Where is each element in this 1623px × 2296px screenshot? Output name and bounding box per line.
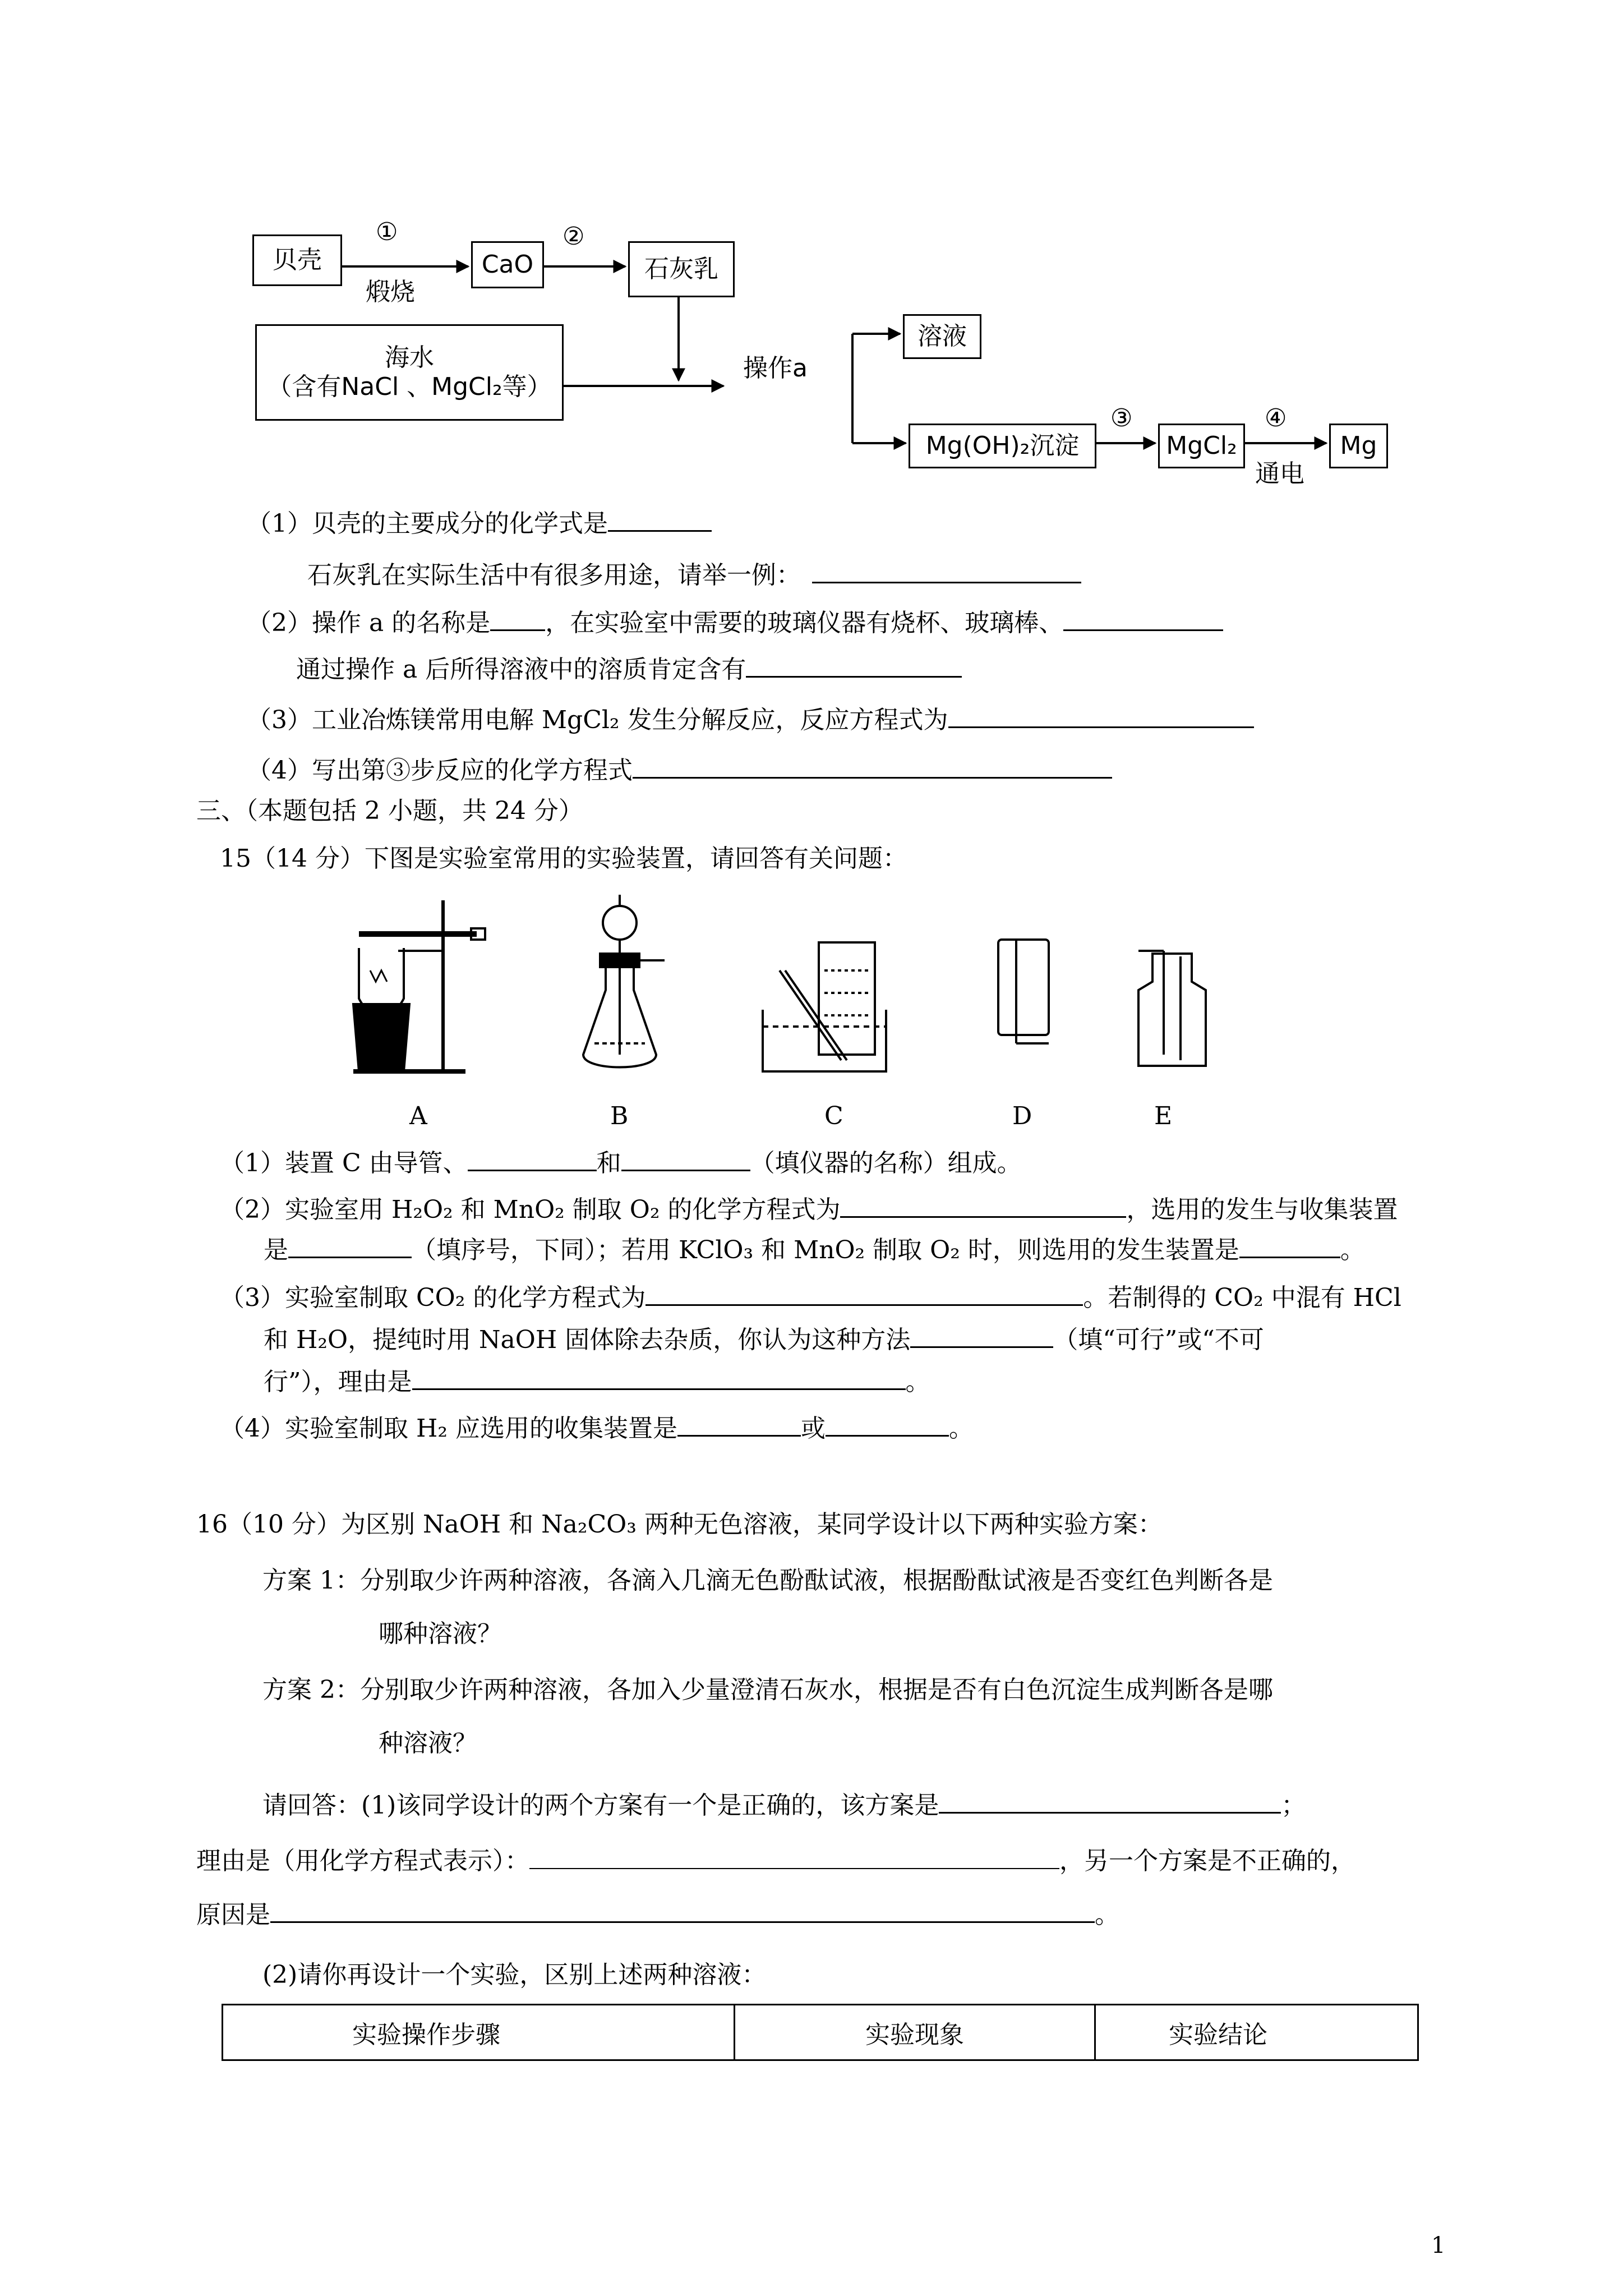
q15-part3b	[264, 1324, 1264, 1356]
answer-blank[interactable]	[910, 1324, 1053, 1348]
q16-reason1	[196, 1846, 1355, 1877]
flow-step-4: ④	[1265, 404, 1287, 432]
q14-part3	[247, 704, 1254, 736]
q15-part2b-text: 是	[264, 1236, 288, 1264]
section-3-heading: 三、（本题包括 2 小题，共 24 分）	[196, 797, 583, 825]
q15-part4-text: （4）实验室制取 H₂ 应选用的收集装置是	[220, 1414, 677, 1443]
answer-blank[interactable]	[746, 654, 962, 678]
q15-part4-text3: 。	[948, 1414, 974, 1443]
answer-blank[interactable]	[633, 754, 1112, 779]
q16-intro: 16（10 分）为区别 NaOH 和 Na₂CO₃ 两种无色溶液，某同学设计以下两种实验方案：	[196, 1510, 1163, 1539]
answer-blank[interactable]	[1063, 607, 1223, 631]
flow-seawater-label: 海水	[385, 343, 434, 372]
q15-part2	[220, 1194, 1398, 1226]
q15-part2b	[264, 1234, 1365, 1266]
table-row	[223, 2005, 1418, 2060]
q14-part1b-text: 石灰乳在实际生活中有很多用途，请举一例：	[307, 561, 801, 590]
answer-blank[interactable]	[1239, 1234, 1340, 1258]
table-header-conclusion: 实验结论	[1095, 2005, 1418, 2060]
flow-label-electrolysis: 通电	[1255, 459, 1304, 488]
apparatus-d-jar	[998, 940, 1049, 1043]
apparatus-b-flask	[583, 895, 665, 1068]
flow-box-lime-milk: 石灰乳	[628, 241, 735, 297]
apparatus-a-heating	[353, 900, 485, 1071]
q15-part3c-text: 行”），理由是	[264, 1368, 412, 1396]
q15-part4	[220, 1412, 974, 1444]
answer-blank[interactable]	[948, 704, 1254, 728]
apparatus-label-b: B	[610, 1102, 629, 1130]
q15-part3-text2: 。若制得的 CO₂ 中混有 HCl	[1083, 1283, 1401, 1312]
q15-part1-text: （1）装置 C 由导管、	[220, 1149, 468, 1177]
q15-part1	[220, 1147, 1022, 1179]
q16-reason1-end: ，另一个方案是不正确的，	[1059, 1847, 1355, 1875]
page-number: 1	[1431, 2233, 1446, 2258]
flow-step-1: ①	[376, 218, 398, 246]
answer-blank[interactable]	[270, 1899, 1095, 1923]
q16-reason2	[196, 1899, 1119, 1931]
q15-part3-text: （3）实验室制取 CO₂ 的化学方程式为	[220, 1283, 646, 1312]
flow-step-3: ③	[1110, 404, 1133, 432]
apparatus-e-bottle	[1138, 951, 1206, 1066]
q15-part3b-text2: （填“可行”或“不可	[1053, 1326, 1264, 1354]
q15-part2b-text3: 。	[1340, 1236, 1365, 1264]
q14-part2-text: （2）操作 a 的名称是	[247, 609, 491, 637]
q14-part1b	[307, 559, 1081, 591]
q14-part3-text: （3）工业冶炼镁常用电解 MgCl₂ 发生分解反应，反应方程式为	[247, 706, 948, 734]
q16-plan2-cont: 种溶液？	[379, 1729, 477, 1757]
apparatus-label-c: C	[824, 1102, 843, 1130]
q15-part2b-text2: （填序号，下同）；若用 KClO₃ 和 MnO₂ 制取 O₂ 时，则选用的发生装置是	[412, 1236, 1239, 1264]
q16-part2: (2)请你再设计一个实验，区别上述两种溶液：	[262, 1961, 767, 1989]
q15-part3	[220, 1282, 1401, 1314]
q14-part1-text: （1）贝壳的主要成分的化学式是	[247, 509, 608, 538]
q16-reason2-end: 。	[1095, 1901, 1119, 1929]
answer-blank[interactable]	[608, 508, 712, 532]
q14-part2-text2: ，在实验室中需要的玻璃仪器有烧杯、玻璃棒、	[545, 609, 1064, 637]
answer-blank[interactable]	[288, 1234, 412, 1258]
flow-box-mg: Mg	[1329, 424, 1388, 468]
q16-reason2-text: 原因是	[196, 1901, 270, 1929]
q16-answer1-end: ；	[1281, 1791, 1306, 1820]
answer-blank[interactable]	[812, 559, 1081, 583]
q15-part2-text: （2）实验室用 H₂O₂ 和 MnO₂ 制取 O₂ 的化学方程式为	[220, 1195, 841, 1224]
apparatus-label-d: D	[1012, 1102, 1032, 1130]
q15-part3c-text2: 。	[905, 1368, 930, 1396]
flow-step-2: ②	[562, 222, 585, 251]
answer-blank[interactable]	[826, 1412, 949, 1437]
q16-reason1-text: 理由是（用化学方程式表示）：	[196, 1847, 529, 1875]
q16-plan2: 方案 2：分别取少许两种溶液，各加入少量澄清石灰水，根据是否有白色沉淀生成判断各是哪	[262, 1676, 1273, 1704]
flow-seawater-content: （含有NaCl 、MgCl₂等）	[267, 372, 552, 401]
apparatus-label-a: A	[409, 1102, 427, 1130]
answer-blank[interactable]	[490, 607, 545, 631]
q14-part2b	[296, 654, 962, 685]
q14-part2b-text: 通过操作 a 后所得溶液中的溶质肯定含有	[296, 655, 746, 684]
experiment-table	[222, 2004, 1419, 2061]
q16-plan1-cont: 哪种溶液？	[379, 1619, 502, 1648]
answer-blank[interactable]	[677, 1412, 801, 1437]
q14-part1	[247, 508, 712, 540]
lab-apparatus-figure	[336, 892, 1234, 1139]
q15-part3b-text: 和 H₂O，提纯时用 NaOH 固体除去杂质，你认为这种方法	[264, 1326, 911, 1354]
q14-part2	[247, 607, 1223, 639]
apparatus-c-trough	[763, 942, 886, 1071]
q14-part4	[247, 754, 1112, 786]
flow-box-seawater	[255, 324, 564, 421]
q15-part1-text2: 和	[596, 1149, 621, 1177]
answer-blank[interactable]	[529, 1846, 1059, 1869]
q16-answer1-text: 请回答：(1)该同学设计的两个方案有一个是正确的，该方案是	[262, 1791, 939, 1820]
q16-plan1: 方案 1：分别取少许两种溶液，各滴入几滴无色酚酞试液，根据酚酞试液是否变红色判断各是	[262, 1566, 1273, 1595]
answer-blank[interactable]	[468, 1147, 597, 1171]
table-header-phenomenon: 实验现象	[735, 2005, 1095, 2060]
answer-blank[interactable]	[645, 1282, 1083, 1306]
q14-part4-text: （4）写出第③步反应的化学方程式	[247, 756, 633, 785]
flow-box-mgcl2: MgCl₂	[1158, 424, 1245, 468]
q15-part2-text2: ，选用的发生与收集装置	[1126, 1195, 1398, 1224]
flow-box-shell: 贝壳	[252, 234, 342, 286]
flow-box-precipitate: Mg(OH)₂沉淀	[909, 424, 1096, 468]
table-header-steps: 实验操作步骤	[223, 2005, 735, 2060]
q15-part3c	[264, 1366, 930, 1398]
apparatus-label-e: E	[1154, 1102, 1173, 1130]
answer-blank[interactable]	[840, 1194, 1126, 1218]
answer-blank[interactable]	[621, 1147, 750, 1171]
q15-part1-text3: （填仪器的名称）组成。	[750, 1149, 1022, 1177]
q16-answer1	[262, 1789, 1306, 1821]
flow-box-cao: CaO	[471, 241, 544, 288]
q15-intro: 15（14 分）下图是实验室常用的实验装置，请回答有关问题：	[220, 844, 907, 873]
flow-box-solution: 溶液	[903, 314, 981, 359]
flow-label-operation-a: 操作a	[743, 354, 808, 383]
answer-blank[interactable]	[412, 1366, 906, 1390]
answer-blank[interactable]	[939, 1789, 1281, 1814]
flow-label-calcine: 煅烧	[366, 278, 415, 306]
q15-part4-text2: 或	[800, 1414, 826, 1443]
